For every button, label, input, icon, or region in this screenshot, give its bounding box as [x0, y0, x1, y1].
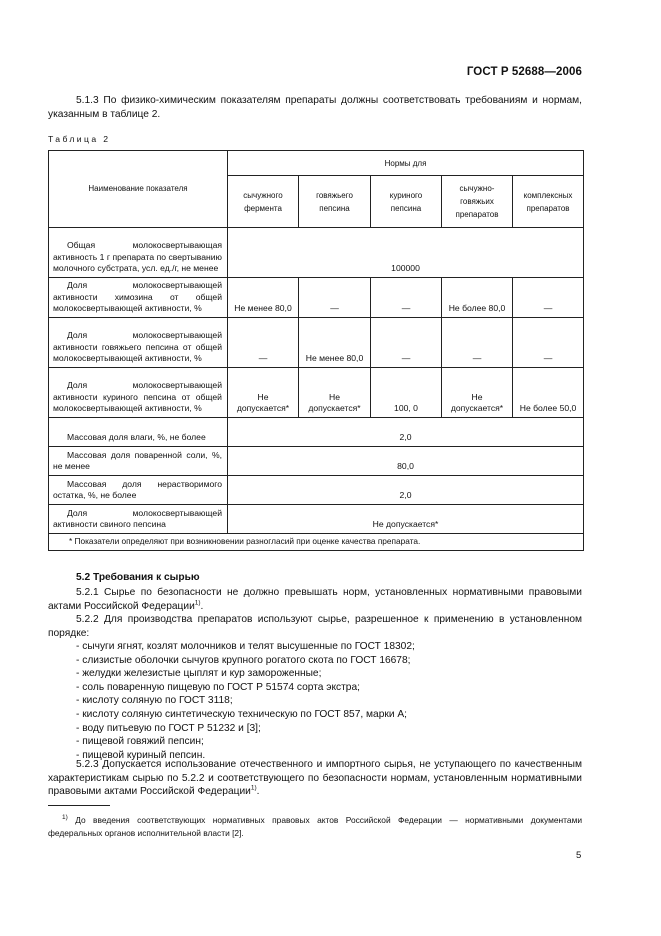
row-name: Доля молокосвертывающей активности говяжьего пепсина от общей молокосвертывающей активности, %: [49, 317, 228, 367]
cell-value: —: [371, 278, 442, 318]
raw-materials-list: [76, 640, 582, 762]
footnote-text: До введения соответствующих нормативных правовых актов Российской Федерации — нормативными документами федеральных органов исполнительной власти [2].: [48, 815, 583, 838]
list-item: - пищевой говяжий пепсин;: [76, 736, 204, 748]
cell-value: Не более 80,0: [442, 278, 513, 318]
list-item: - желудки железистые цыплят и кур замороженные;: [76, 668, 322, 680]
list-item: - пищевой куриный пепсин.: [76, 749, 206, 761]
footnote-ref: 1): [194, 599, 201, 607]
cell-value: Не допускается*: [442, 367, 513, 417]
column-header: говяжьего пепсина: [299, 176, 371, 228]
table-footnote-row: [49, 533, 584, 550]
row-name: Общая молокосвертывающая активность 1 г препарата по свертыванию молочного субстрата, усл. ед./г, не менее: [49, 228, 228, 278]
cell-value: —: [513, 278, 584, 318]
merged-value: 2,0: [228, 417, 584, 446]
table-caption: Таблица 2: [48, 134, 111, 144]
table-row: [49, 504, 584, 533]
page-number: 5: [576, 850, 582, 861]
row-name: Массовая доля поваренной соли, %, не менее: [49, 446, 228, 475]
table-row: [49, 367, 584, 417]
row-name: Доля молокосвертывающей активности куриного пепсина от общей молокосвертывающей активности, %: [49, 367, 228, 417]
cell-value: Не менее 80,0: [299, 317, 371, 367]
list-item: - кислоту соляную по ГОСТ 3118;: [76, 695, 233, 707]
paragraph-5-1-3: 5.1.3 По физико-химическим показателям препараты должны соответствовать требованиям и нормам, указанным в таблице 2.: [48, 95, 582, 120]
cell-value: —: [513, 317, 584, 367]
cell-value: —: [299, 278, 371, 318]
table-header-row: [49, 151, 584, 176]
cell-value: —: [442, 317, 513, 367]
table-row: [49, 417, 584, 446]
row-name: Массовая доля влаги, %, не более: [49, 417, 228, 446]
cell-value: —: [371, 317, 442, 367]
page-footnote: [48, 814, 582, 840]
table-row: [49, 317, 584, 367]
list-item: - слизистые оболочки сычугов крупного рогатого скота по ГОСТ 16678;: [76, 654, 411, 666]
cell-value: 100, 0: [371, 367, 442, 417]
column-header: комплексных препаратов: [513, 176, 584, 228]
list-item: - соль поваренную пищевую по ГОСТ Р 51574 сорта экстра;: [76, 681, 360, 693]
table-row: [49, 446, 584, 475]
paragraph-5-2-3-text: 5.2.3 Допускается использование отечественного и импортного сырья, не уступающего по качественным характеристикам сырью по 5.2.2 и соответствующего по безопасности нормам, установленным нормативными правовыми актами Российской Федерации: [48, 759, 582, 798]
cell-value: Не допускается*: [299, 367, 371, 417]
cell-value: Не менее 80,0: [228, 278, 299, 318]
name-column-header: Наименование показателя: [49, 151, 228, 228]
list-item: - воду питьевую по ГОСТ Р 51232 и [3];: [76, 722, 261, 734]
section-5-2-title: 5.2 Требования к сырью: [76, 572, 200, 583]
table-row: [49, 228, 584, 278]
footnote-mark: 1): [62, 814, 68, 822]
paragraph-5-2-1-text: 5.2.1 Сырье по безопасности не должно превышать норм, установленных нормативными правовыми актами Российской Федерации: [48, 587, 582, 612]
cell-value: Не более 50,0: [513, 367, 584, 417]
merged-value: 100000: [228, 228, 584, 278]
paragraph-5-2-3: 5.2.3 Допускается использование отечественного и импортного сырья, не уступающего по качественным характеристикам сырью по 5.2.2 и соответствующего по безопасности нормам, установленным нормативными правовыми актами Российской Федерации$^{1)}$.: [48, 759, 582, 798]
list-item: - кислоту соляную синтетическую техническую по ГОСТ 857, марки А;: [76, 708, 407, 720]
table-row: [49, 278, 584, 318]
document-header: ГОСТ Р 52688—2006: [466, 66, 582, 78]
cell-value: —: [228, 317, 299, 367]
merged-value: 2,0: [228, 475, 584, 504]
footnote-separator: [48, 805, 110, 806]
cell-value: Не допускается*: [228, 367, 299, 417]
row-name: Доля молокосвертывающей активности свиного пепсина: [49, 504, 228, 533]
column-header: сычужного фермента: [228, 176, 299, 228]
footnote-ref: 1): [250, 784, 257, 792]
row-name: Массовая доля нерастворимого остатка, %, не более: [49, 475, 228, 504]
column-header: сычужно-говяжьих препаратов: [442, 176, 513, 228]
row-name: Доля молокосвертывающей активности химозина от общей молокосвертывающей активности, %: [49, 278, 228, 318]
norms-header: Нормы для: [228, 151, 584, 176]
table-row: [49, 475, 584, 504]
list-item: - сычуги ягнят, козлят молочников и телят высушенные по ГОСТ 18302;: [76, 641, 415, 652]
paragraph-5-2-2: 5.2.2 Для производства препаратов используют сырье, разрешенное к применению в установленном порядке:: [48, 614, 582, 639]
norms-table: [48, 150, 584, 551]
merged-value: 80,0: [228, 446, 584, 475]
column-header: куриного пепсина: [371, 176, 442, 228]
table-footnote: * Показатели определяют при возникновении разногласий при оценке качества препарата.: [49, 533, 584, 550]
merged-value: Не допускается*: [228, 504, 584, 533]
paragraph-5-2-1: 5.2.1 Сырье по безопасности не должно превышать норм, установленных нормативными правовыми актами Российской Федерации$^{1)}$.: [48, 587, 582, 612]
